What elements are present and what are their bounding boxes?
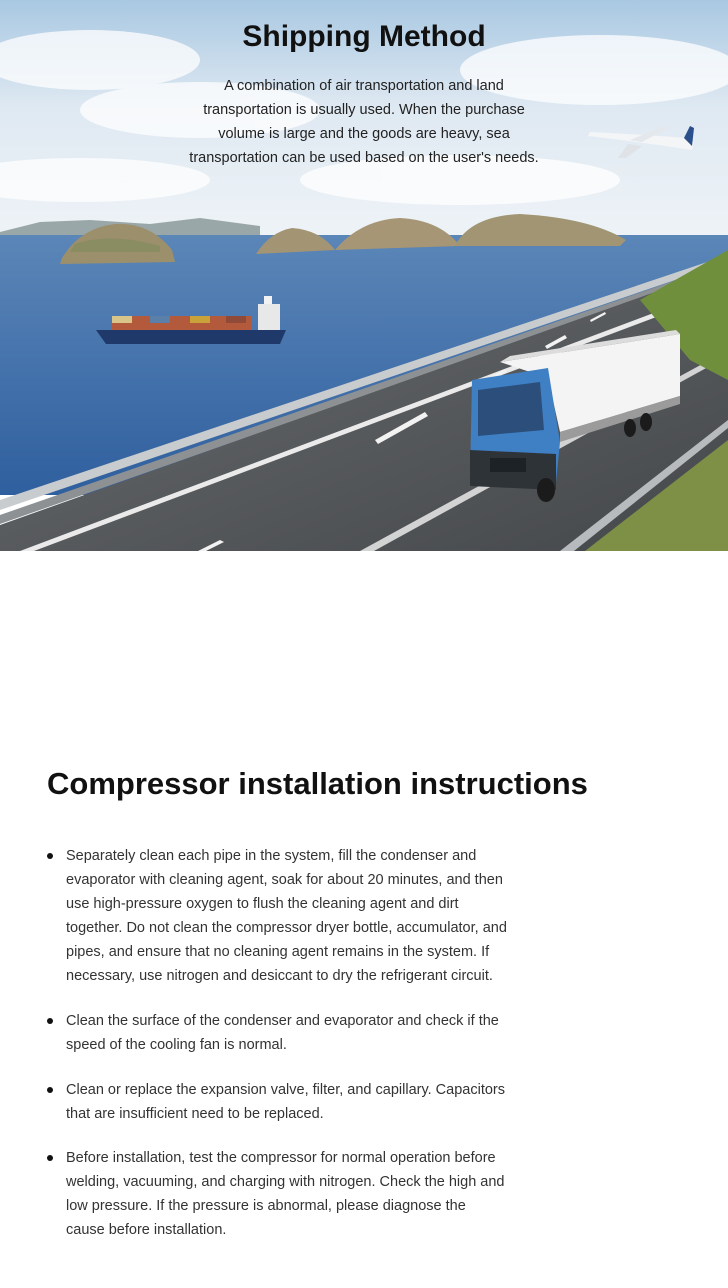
list-item xyxy=(47,1009,507,1057)
bullet-icon xyxy=(47,1018,53,1024)
list-item-text: Separately clean each pipe in the system, fill the condenser and evaporator with cleaning agent, soak for about 20 minutes, and then use high-pressure oxygen to flush the cleaning agent and dirt together. Do not clean the compressor dryer bottle, accumulator, and pipes, and ensure that no cleaning agent remains in the system. If necessary, use nitrogen and desiccant to dry the refrigerant circuit. xyxy=(66,848,507,984)
bullet-icon xyxy=(47,1155,53,1161)
installation-list xyxy=(47,844,507,1263)
list-item xyxy=(47,844,507,988)
shipping-hero xyxy=(0,0,728,551)
list-item-text: Clean the surface of the condenser and evaporator and check if the speed of the cooling fan is normal. xyxy=(66,1013,499,1053)
bullet-icon xyxy=(47,1087,53,1093)
list-item-text: Clean or replace the expansion valve, filter, and capillary. Capacitors that are insufficient need to be replaced. xyxy=(66,1082,505,1122)
installation-title: Compressor installation instructions xyxy=(47,766,588,801)
list-item xyxy=(47,1146,507,1242)
list-item-text: Before installation, test the compressor for normal operation before welding, vacuuming, and charging with nitrogen. Check the high and low pressure. If the pressure is abnormal, please diagnose the cause before installation. xyxy=(66,1150,505,1238)
list-item xyxy=(47,1078,507,1126)
shipping-title: Shipping Method xyxy=(242,20,486,53)
bullet-icon xyxy=(47,853,53,859)
shipping-description: A combination of air transportation and land transportation is usually used. When the purchase volume is large and the goods are heavy, sea transportation can be used based on the user's needs. xyxy=(189,78,539,166)
